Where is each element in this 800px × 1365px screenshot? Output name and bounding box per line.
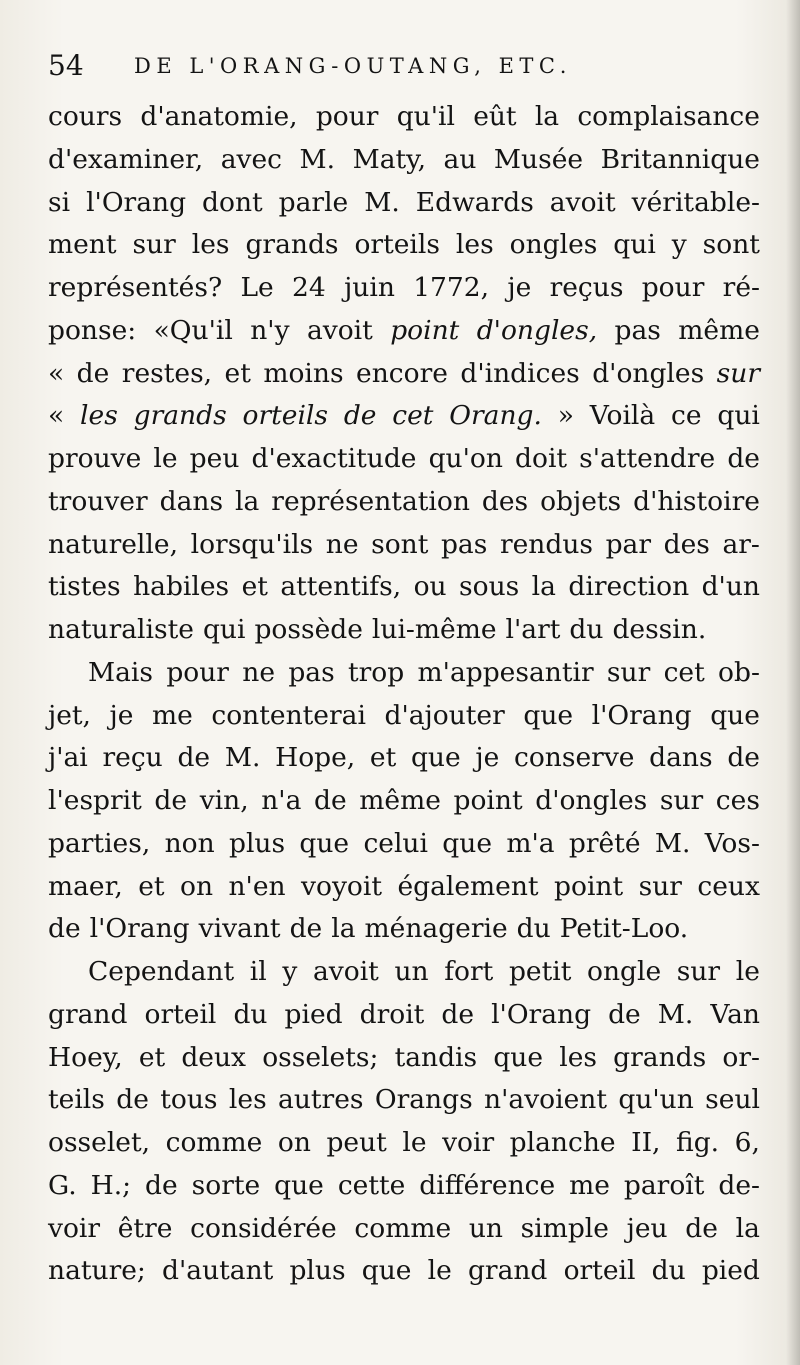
word: ne (242, 656, 276, 688)
word: je (475, 742, 500, 774)
word: reçus (549, 272, 624, 303)
word: habiles (133, 571, 230, 603)
word: que (523, 699, 574, 731)
word: direction (568, 571, 690, 603)
word: s'attendre (579, 443, 716, 474)
word: M. (654, 827, 691, 859)
word: » (557, 400, 574, 432)
word: d'ongles (535, 785, 648, 816)
word: ré- (722, 272, 760, 303)
word: la (331, 913, 356, 945)
word: Van (710, 998, 760, 1030)
word: autres (278, 1084, 364, 1116)
word: un (468, 1212, 503, 1244)
word: de (685, 1212, 718, 1244)
word: me (569, 1169, 610, 1201)
word: simple (520, 1212, 609, 1244)
word: et (369, 742, 397, 774)
text-line (48, 96, 760, 139)
word: Hope, (275, 742, 356, 774)
word: M. (299, 143, 336, 175)
word: m'appesantir (417, 656, 594, 688)
word: jet, (48, 699, 91, 731)
word: eût (473, 101, 517, 132)
word: contenterai (211, 699, 366, 731)
word: nature; (48, 1255, 146, 1287)
word: pour (315, 101, 379, 132)
word: II, (631, 1127, 661, 1158)
word: y (671, 229, 687, 261)
word: or- (722, 1041, 760, 1073)
word: de (116, 1084, 149, 1116)
word: représentés? (48, 272, 223, 303)
word: cours (48, 101, 123, 132)
word: et (224, 357, 251, 389)
word: les (455, 229, 494, 261)
word: « (48, 400, 65, 432)
word: de (177, 742, 211, 774)
word: reçu (102, 742, 163, 774)
text-line (48, 1250, 760, 1293)
word: ar- (722, 528, 760, 560)
word: qu'un (618, 1084, 694, 1116)
word: teils (48, 1084, 105, 1116)
word: qu'on (428, 443, 503, 474)
word: trouver (48, 485, 148, 517)
word: G. (48, 1169, 77, 1201)
word: Hoey, (48, 1041, 123, 1073)
word: orteil (563, 1255, 636, 1287)
word: n'y (250, 314, 290, 346)
word: le (735, 956, 760, 987)
text-line (48, 609, 760, 652)
word: encore (356, 357, 448, 389)
word: voir (442, 1127, 495, 1158)
word: et (138, 870, 165, 902)
word: le (153, 443, 178, 474)
word: on (180, 870, 214, 902)
word: ou (413, 571, 447, 603)
word: seul (705, 1084, 760, 1116)
page-edge-shadow (786, 0, 800, 1365)
word: 1772, (413, 272, 490, 303)
word: moins (263, 357, 344, 389)
word: tistes (48, 571, 121, 603)
word: l'Orang (591, 699, 692, 731)
word: un (394, 956, 429, 987)
word: la (534, 101, 560, 132)
word: lui-même (371, 614, 497, 645)
word: qu'il (396, 101, 455, 132)
word: l'Orang (86, 186, 187, 218)
page-header (48, 44, 758, 88)
word: prêté (568, 827, 641, 859)
word: Le (240, 272, 274, 303)
word: M. (364, 186, 400, 218)
word: je (507, 272, 532, 303)
word: je (109, 699, 134, 731)
word: l'Orang (89, 913, 190, 945)
word: Edwards (415, 186, 534, 218)
word: de (289, 913, 323, 945)
word: 24 (292, 272, 326, 303)
word: que (299, 827, 350, 859)
word: la (531, 571, 556, 603)
word: de (48, 913, 81, 945)
word: pour (166, 656, 229, 688)
running-head: DE L'ORANG-OUTANG, ETC. (134, 54, 572, 78)
word: le (427, 1255, 452, 1287)
word: comme (354, 1212, 452, 1244)
word: de (76, 357, 110, 389)
word: les (559, 1041, 597, 1073)
word: d'ongles (592, 357, 705, 389)
word: H.; (90, 1169, 132, 1201)
word: M. (224, 742, 261, 774)
word: cette (337, 1169, 406, 1201)
word: qui (613, 229, 656, 261)
text-line (48, 1122, 760, 1165)
word: que (493, 1041, 544, 1073)
word: on (277, 1127, 311, 1158)
word: dessin. (612, 614, 707, 645)
word: paroît (623, 1169, 705, 1201)
word: pied (701, 1255, 760, 1287)
word: de (441, 998, 475, 1030)
word: l'Orang (491, 998, 592, 1030)
word: ce (671, 400, 702, 432)
word: pas (440, 528, 488, 560)
word: de (727, 742, 760, 774)
word: droit (359, 998, 425, 1030)
word: ménagerie (364, 913, 508, 945)
word: grand (48, 998, 128, 1030)
italic-word: grands (133, 400, 227, 432)
word: avec (220, 143, 283, 175)
word: avoit (549, 186, 616, 218)
italic-word: Orang. (449, 400, 542, 432)
text-line (48, 353, 760, 396)
word: l'art (505, 614, 561, 645)
word: point (453, 785, 523, 816)
word: le (402, 1127, 427, 1158)
word: du (233, 998, 268, 1030)
word: n'a (261, 785, 302, 816)
word: différence (419, 1169, 556, 1201)
word: attentifs, (280, 571, 402, 603)
word: pas (614, 314, 661, 346)
word: grand (467, 1255, 548, 1287)
word: naturaliste (48, 614, 194, 645)
word: la (735, 1212, 760, 1244)
word: sur (132, 229, 176, 261)
text-line (48, 524, 760, 567)
text-line (48, 994, 760, 1037)
italic-word: d'ongles, (476, 314, 598, 346)
word: de (608, 998, 641, 1030)
word: Orangs (374, 1084, 473, 1116)
text-line (48, 1037, 760, 1080)
word: ponse: (48, 314, 137, 346)
word: d'exactitude (251, 443, 417, 474)
italic-word: cet (392, 400, 434, 432)
word: véritable- (631, 186, 760, 218)
word: tandis (394, 1041, 478, 1073)
word: tous (160, 1084, 218, 1116)
word: Maty, (352, 143, 427, 175)
word: voir (48, 1212, 101, 1244)
word: d'ajouter (384, 699, 505, 731)
word: me (152, 699, 193, 731)
word: n'avoient (484, 1084, 607, 1116)
word: vin, (199, 785, 249, 816)
word: m'a (506, 827, 555, 859)
word: et (138, 1041, 166, 1073)
word: et (241, 571, 268, 603)
word: Musée (493, 143, 584, 175)
page-number: 54 (48, 49, 84, 82)
word: pas (288, 656, 335, 688)
word: sur (659, 785, 704, 816)
word: vivant (198, 913, 281, 945)
word: plus (289, 1255, 346, 1287)
word: doit (515, 443, 568, 474)
word: l'esprit (48, 785, 142, 816)
text-line (48, 566, 760, 609)
word: la (235, 485, 260, 517)
word: ment (48, 229, 117, 261)
text-line (48, 182, 760, 225)
word: j'ai (48, 742, 88, 774)
word: grands (245, 229, 339, 261)
word: fig. (676, 1127, 720, 1158)
word: des (663, 528, 710, 560)
word: parties, (48, 827, 151, 859)
word: peut (326, 1127, 387, 1158)
word: de (154, 785, 188, 816)
word: sur (638, 870, 682, 902)
word: que (274, 1169, 324, 1201)
word: sur (676, 956, 721, 987)
text-line (48, 267, 760, 310)
word: n'en (228, 870, 286, 902)
word: pied (284, 998, 343, 1030)
word: considérée (190, 1212, 337, 1244)
word: du (569, 614, 604, 645)
word: ceux (697, 870, 760, 902)
word: y (282, 956, 298, 987)
word: rendus (499, 528, 593, 560)
word: Mais (88, 656, 154, 688)
italic-word: point (390, 314, 460, 346)
word: du (516, 913, 551, 945)
word: qui (717, 400, 760, 432)
word: représentation (271, 485, 470, 517)
word: des (481, 485, 529, 517)
word: deux (181, 1041, 247, 1073)
word: dans (649, 742, 713, 774)
word: osselet, (48, 1127, 151, 1158)
word: Vos- (704, 827, 760, 859)
word: que (442, 827, 493, 859)
word: Voilà (589, 400, 656, 432)
word: même (359, 785, 441, 816)
text-line (48, 1165, 760, 1208)
word: naturelle, (48, 528, 178, 560)
word: possède (254, 614, 363, 645)
word: Petit-Loo. (559, 913, 689, 945)
word: lorsqu'ils (190, 528, 314, 560)
word: de- (718, 1169, 760, 1201)
word: avoit (312, 956, 379, 987)
text-line (48, 1208, 760, 1251)
word: être (117, 1212, 173, 1244)
word: «Qu'il (153, 314, 233, 346)
word: d'autant (162, 1255, 274, 1287)
word: complaisance (577, 101, 760, 132)
word: d'anatomie, (140, 101, 298, 132)
word: planche (509, 1127, 616, 1158)
word: par (605, 528, 652, 560)
word: conserve (514, 742, 635, 774)
word: osselets; (262, 1041, 379, 1073)
word: orteil (144, 998, 217, 1030)
text-line (48, 866, 760, 909)
word: grands (613, 1041, 707, 1073)
word: maer, (48, 870, 123, 902)
word: celui (363, 827, 428, 859)
word: sorte (191, 1169, 261, 1201)
word: restes, (121, 357, 213, 389)
word: les (228, 1084, 267, 1116)
word: petit (508, 956, 572, 987)
word: jeu (626, 1212, 668, 1244)
word: sous (459, 571, 520, 603)
word: Cependant (88, 956, 235, 987)
word: de (145, 1169, 178, 1201)
word: ongle (586, 956, 662, 987)
word: M. (657, 998, 694, 1030)
word: non (164, 827, 215, 859)
word: peu (189, 443, 240, 474)
word: ne (325, 528, 359, 560)
word: que (710, 699, 760, 731)
word: de (314, 785, 347, 816)
text-line (48, 780, 760, 823)
word: trop (347, 656, 405, 688)
text-line (48, 438, 760, 481)
word: d'indices (460, 357, 580, 389)
word: orteils (354, 229, 440, 261)
word: les (191, 229, 230, 261)
text-line (48, 737, 760, 780)
text-line (48, 823, 760, 866)
word: 6, (734, 1127, 760, 1158)
word: du (651, 1255, 686, 1287)
word: que (410, 742, 461, 774)
word: si (48, 186, 71, 218)
word: d'histoire (633, 485, 760, 517)
word: pour (641, 272, 705, 303)
text-line (48, 1079, 760, 1122)
word: fort (444, 956, 494, 987)
word: de (727, 443, 760, 474)
word: ongles (509, 229, 598, 261)
word: qui (202, 614, 246, 645)
word: ces (715, 785, 760, 816)
italic-word: sur (716, 357, 760, 389)
word: prouve (48, 443, 142, 474)
word: parle (278, 186, 349, 218)
text-line (48, 652, 760, 695)
word: avoit (306, 314, 373, 346)
italic-word: de (343, 400, 377, 432)
word: comme (165, 1127, 263, 1158)
text-line (48, 908, 760, 951)
word: dont (202, 186, 263, 218)
text-line (48, 395, 760, 438)
text-line (48, 695, 760, 738)
word: juin (344, 272, 395, 303)
word: « (48, 357, 65, 389)
italic-word: orteils (242, 400, 328, 432)
word: Britannique (600, 143, 760, 175)
word: d'un (701, 571, 760, 603)
word: sur (606, 656, 651, 688)
word: objets (540, 485, 622, 517)
word: point (554, 870, 624, 902)
word: également (397, 870, 539, 902)
word: que (361, 1255, 412, 1287)
word: ob- (718, 656, 760, 688)
italic-word: les (80, 400, 118, 432)
word: plus (228, 827, 286, 859)
word: d'examiner, (48, 143, 204, 175)
word: sont (702, 229, 760, 261)
word: dans (159, 485, 224, 517)
text-line (48, 224, 760, 267)
text-line (48, 139, 760, 182)
word: au (443, 143, 477, 175)
word: voyoit (301, 870, 383, 902)
text-line (48, 481, 760, 524)
word: cet (663, 656, 705, 688)
text-line (48, 310, 760, 353)
word: sont (371, 528, 429, 560)
word: il (249, 956, 267, 987)
word: même (678, 314, 760, 346)
body-text (48, 96, 760, 1293)
text-line (48, 951, 760, 994)
